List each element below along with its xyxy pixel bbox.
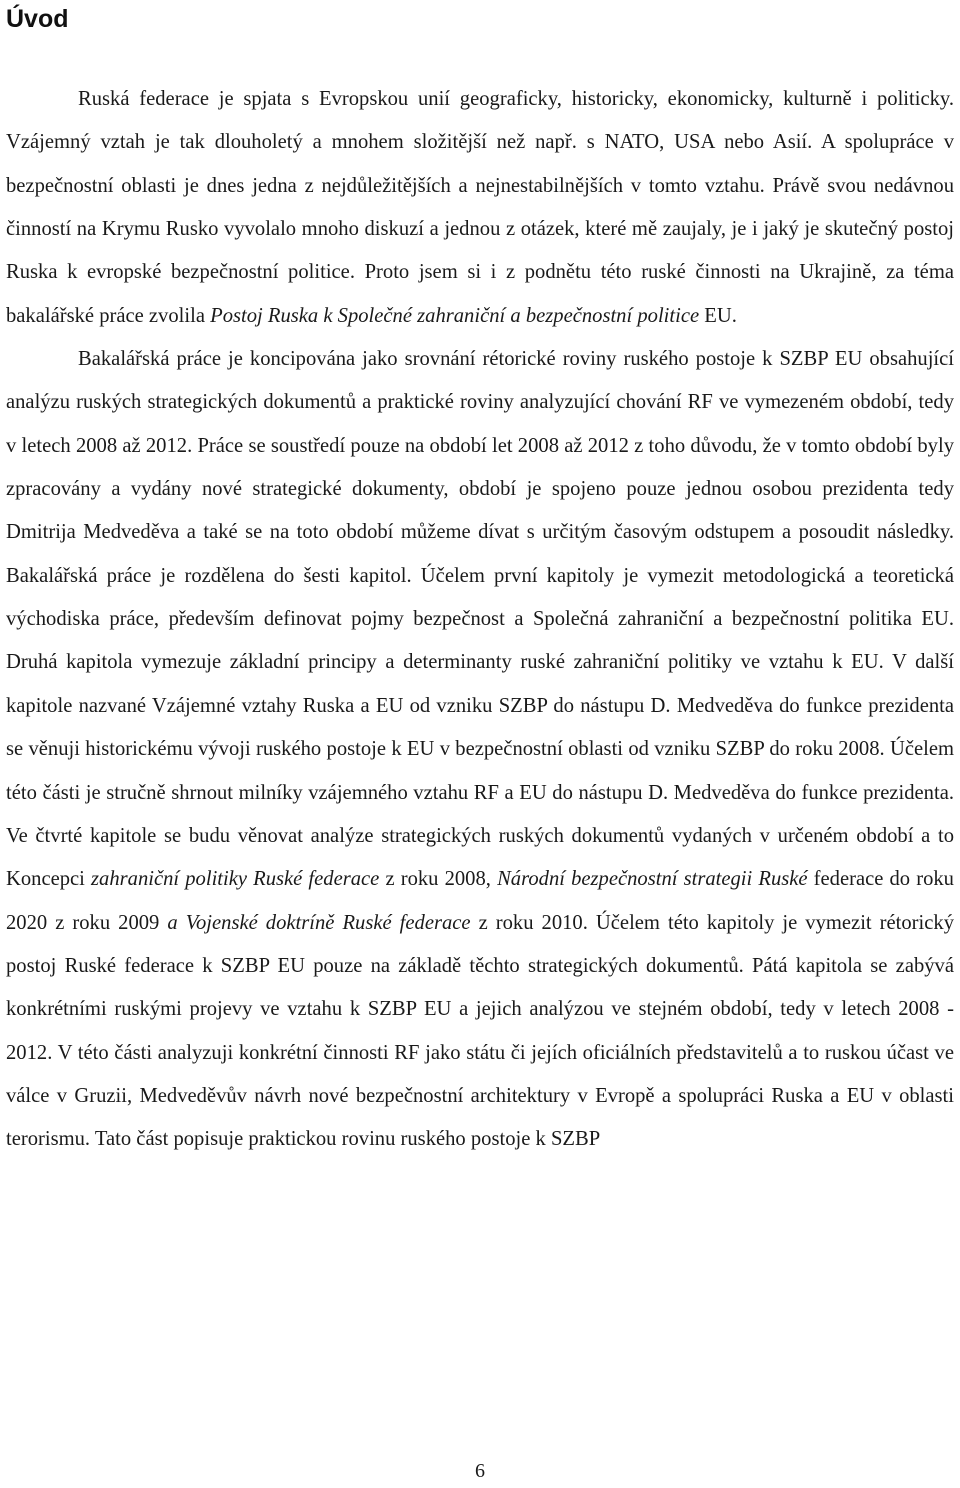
text-segment: z roku 2010. Účelem této kapitoly je vymezit rétorický postoj Ruské federace k SZBP EU pouze na základě těchto strategických dokumentů. Pátá kapitola se zabývá konkrétními ruskými projevy ve vztahu k SZBP EU a jejich analýzou ve stejném období, tedy v letech 2008 - 2012. V této části analyzuji konkrétní činnosti RF jako státu či jejích oficiálních představitelů a to ruskou účast ve válce v Gruzii, Medveděvův návrh nové bezpečnostní architektury v Evropě a spolupráci Ruska a EU v oblasti terorismu. Tato část popisuje praktickou rovinu ruského postoje k SZBP <box>6 911 955 1151</box>
text-segment: EU. <box>699 304 737 327</box>
italic-title-segment: Národní bezpečnostní strategii Ruské <box>497 868 808 891</box>
italic-title-segment: zahraniční politiky Ruské federace <box>91 868 380 891</box>
body-text <box>6 78 954 1162</box>
paragraph-structure <box>6 338 954 1162</box>
text-segment: Ruská federace je spjata s Evropskou unií geograficky, historicky, ekonomicky, kulturně i politicky. Vzájemný vztah je tak dlouholetý a mnohem složitější než např. s NATO, USA nebo Asií. A spolupráce v bezpečnostní oblasti je dnes jedna z nejdůležitějších a nejnestabilnějších v tomto vztahu. Právě svou nedávnou činností na Krymu Rusko vyvolalo mnoho diskuzí a jednou z otázek, které mě zaujaly, je i jaký je skutečný postoj Ruska k evropské bezpečnostní politice. Proto jsem si i z podnětu této ruské činnosti na Ukrajině, za téma bakalářské práce zvolila <box>6 88 954 327</box>
section-heading: Úvod <box>6 5 69 33</box>
page-number: 6 <box>475 1460 485 1482</box>
text-segment: Bakalářská práce je koncipována jako srovnání rétorické roviny ruského postoje k SZBP EU obsahující analýzu ruských strategických dokumentů a praktické roviny analyzující chování RF ve vymezeném období, tedy v letech 2008 až 2012. Práce se soustředí pouze na období let 2008 až 2012 z toho důvodu, že v tomto období byly zpracovány a vydány nové strategické dokumenty, období je spojeno pouze jednou osobou prezidenta tedy Dmitrija Medveděva a také se na toto období můžeme dívat s určitým časovým odstupem a posoudit následky. Bakalářská práce je rozdělena do šesti kapitol. Účelem první kapitoly je vymezit metodologická a teoretická východiska práce, především definovat pojmy bezpečnost a Společná zahraniční a bezpečnostní politika EU. Druhá kapitola vymezuje základní principy a determinanty ruské zahraniční politiky ve vztahu k EU. V další kapitole nazvané Vzájemné vztahy Ruska a EU od vzniku SZBP do nástupu D. Medveděva do funkce prezidenta se věnuji historickému vývoji ruského postoje k EU v bezpečnostní oblasti od vzniku SZBP do roku 2008. Účelem této části je stručně shrnout milníky vzájemného vztahu RF a EU do nástupu D. Medveděva do funkce prezidenta. Ve čtvrté kapitole se budu věnovat analýze strategických ruských dokumentů vydaných v určeném období a to Koncepci <box>6 348 954 891</box>
paragraph-intro <box>6 78 954 338</box>
italic-title-segment: Postoj Ruska k Společné zahraniční a bezpečnostní politice <box>210 304 700 327</box>
italic-title-segment: a Vojenské doktríně Ruské federace <box>167 911 471 934</box>
text-segment: federace do roku 2020 z roku 2009 <box>6 868 954 934</box>
text-segment: z roku 2008, <box>379 868 498 891</box>
